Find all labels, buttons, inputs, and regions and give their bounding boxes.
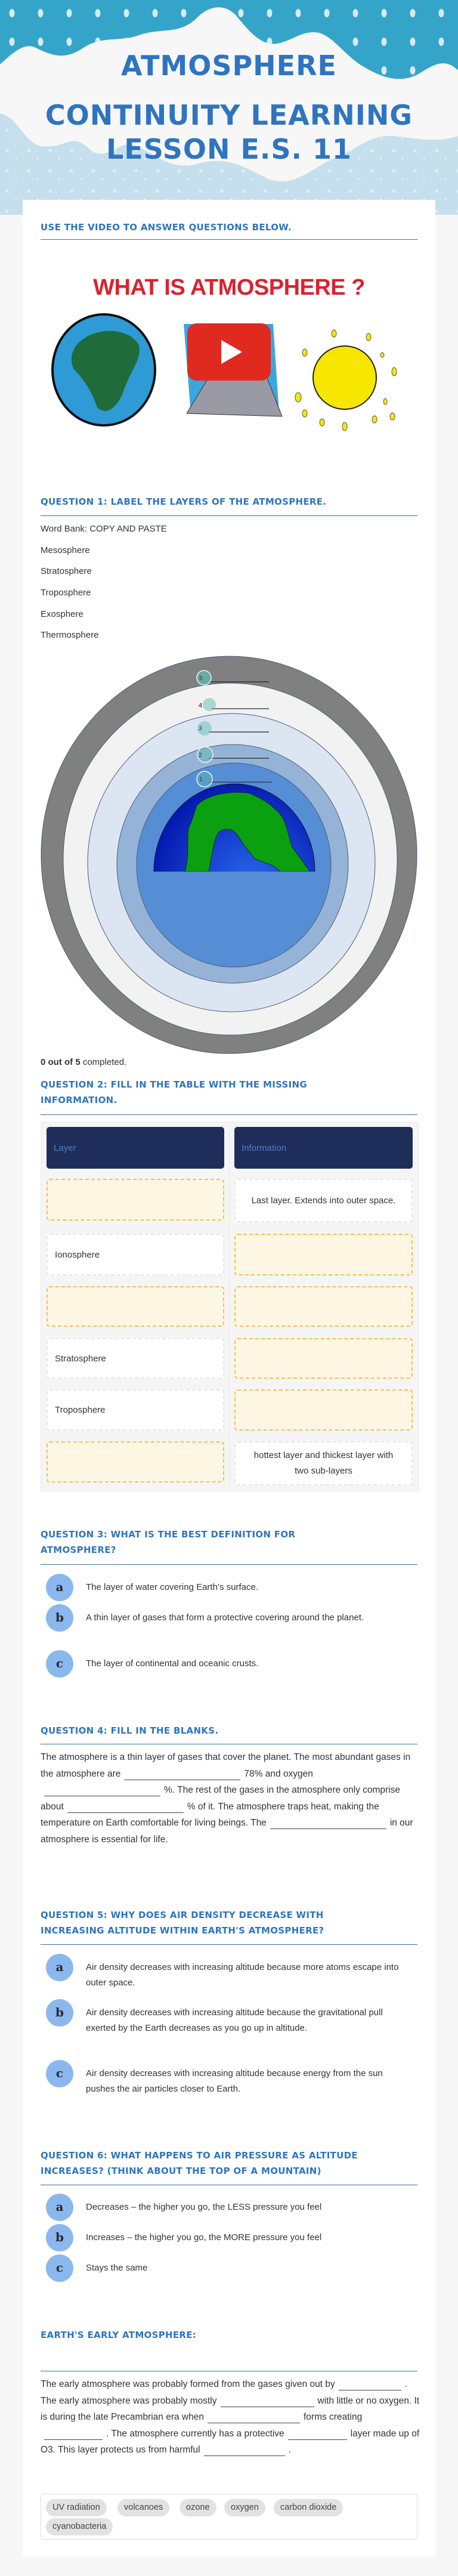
option-text: Air density decreases with increasing altitude because more atoms escape into outer space.	[86, 1962, 399, 1988]
drop-zone[interactable]	[234, 1338, 413, 1379]
answer-option-b[interactable]	[46, 1604, 416, 1632]
drop-zone[interactable]	[47, 1286, 224, 1327]
blank-drop[interactable]	[208, 2411, 300, 2423]
blank-drop[interactable]	[221, 2395, 314, 2407]
answer-option-b[interactable]	[46, 1999, 416, 2033]
option-text: Stays the same	[86, 2263, 148, 2273]
word-bank	[41, 2494, 417, 2540]
word-chip[interactable]: UV radiation	[46, 2499, 107, 2516]
answer-option-c[interactable]	[46, 2060, 416, 2094]
question-3-heading: QUESTION 3: WHAT IS THE BEST DEFINITION FOR ATMOSPHERE?	[41, 1529, 296, 1555]
video-embed[interactable]	[41, 264, 417, 437]
question-6-heading: QUESTION 6: WHAT HAPPENS TO AIR PRESSURE AS ALTITUDE INCREASES? (THINK ABOUT THE TOP OF A MOUNTAIN)	[41, 2150, 358, 2176]
video-thumbnail-art	[41, 312, 417, 431]
video-heading: USE THE VIDEO TO ANSWER QUESTIONS BELOW.	[41, 222, 292, 233]
svg-text:2: 2	[199, 752, 202, 759]
completion-status	[41, 1057, 126, 1067]
page-title-line: ATMOSPHERE	[121, 50, 337, 82]
option-text: Air density decreases with increasing altitude because energy from the sun pushes the air particles closer to Earth.	[86, 2068, 383, 2094]
option-letter: a	[46, 1954, 73, 1981]
blank-input[interactable]	[124, 1768, 240, 1780]
answer-option-b[interactable]	[46, 2224, 416, 2251]
fill-in-paragraph: The atmosphere is a thin layer of gases that cover the planet. The most abundant gases in the atmosphere are 78% and oxygen%. The rest of the gases in the atmosphere only comprise about % of it. The atmosphere traps heat, making the temperature on Earth comfortable for living beings. The in our atmosphere is essential for life.	[41, 1752, 413, 1845]
video-thumbnail-title: WHAT IS ATMOSPHERE ?	[93, 275, 365, 300]
question-2-heading: QUESTION 2: FILL IN THE TABLE WITH THE MISSING INFORMATION.	[41, 1079, 307, 1105]
option-letter: c	[46, 1650, 73, 1678]
early-atmosphere-heading: EARTH'S EARLY ATMOSPHERE:	[41, 2330, 197, 2340]
option-text: Decreases – the higher you go, the LESS pressure you feel	[86, 2202, 322, 2212]
fill-in-paragraph: The early atmosphere was probably formed from the gases given out by . The early atmosphere was probably mostly with little or no oxygen. It is during the late Precambrian era when forms creating. The atmosphere currently has a protective layer made up of O3. This layer protects us from harmful .	[41, 2379, 420, 2455]
svg-text:3: 3	[199, 725, 202, 732]
word-chip[interactable]: ozone	[180, 2499, 216, 2516]
drop-zone[interactable]	[234, 1286, 413, 1327]
option-letter: b	[46, 2224, 73, 2251]
information-card[interactable]: hottest layer and thickest layer with two sub-layers	[234, 1441, 413, 1485]
drop-zone[interactable]	[47, 1179, 224, 1221]
divider	[41, 1114, 417, 1115]
word-chip[interactable]: carbon dioxide	[274, 2499, 343, 2516]
option-text: A thin layer of gases that form a protective covering around the planet.	[86, 1613, 364, 1623]
word-bank-label: Word Bank: COPY AND PASTE	[41, 524, 167, 534]
divider	[41, 1944, 417, 1945]
blank-drop[interactable]	[339, 2378, 401, 2390]
question-4-heading: QUESTION 4: FILL IN THE BLANKS.	[41, 1725, 219, 1736]
svg-text:1: 1	[199, 776, 203, 783]
layers-table	[41, 1122, 419, 1491]
answer-option-a[interactable]	[46, 2194, 416, 2221]
option-letter: a	[46, 2194, 73, 2221]
atmosphere-layers-diagram	[0, 650, 458, 1062]
option-text: Air density decreases with increasing altitude because the gravitational pull exerted by the Earth decreases as you go up in altitude.	[86, 2007, 383, 2033]
word-bank-item: Troposphere	[41, 588, 91, 598]
word-chip[interactable]: oxygen	[224, 2499, 265, 2516]
word-chip[interactable]: volcanoes	[117, 2499, 169, 2516]
page-title-line: LESSON E.S. 11	[106, 133, 352, 165]
option-letter: c	[46, 2254, 73, 2282]
page-title-line: CONTINUITY LEARNING	[45, 99, 413, 131]
svg-text:5: 5	[199, 675, 203, 682]
layer-card[interactable]: Troposphere	[47, 1389, 224, 1431]
blank-drop[interactable]	[288, 2427, 347, 2440]
drop-zone[interactable]	[234, 1234, 413, 1275]
answer-option-a[interactable]	[46, 1574, 416, 1601]
information-card[interactable]: Last layer. Extends into outer space.	[234, 1179, 413, 1222]
sun-illustration	[313, 346, 376, 409]
layer-card[interactable]: Stratosphere	[47, 1338, 224, 1379]
svg-text:4: 4	[199, 702, 203, 709]
completion-suffix: completed.	[80, 1057, 127, 1067]
answer-option-c[interactable]	[46, 2254, 416, 2282]
question-5-heading: QUESTION 5: WHY DOES AIR DENSITY DECREASE WITH INCREASING ALTITUDE WITHIN EARTH'S ATMOSPHERE?	[41, 1910, 324, 1936]
blank-drop[interactable]	[204, 2444, 285, 2456]
word-bank-item: Thermosphere	[41, 630, 99, 640]
divider	[41, 515, 417, 516]
completion-count: 0 out of 5	[41, 1057, 81, 1067]
option-text: The layer of water covering Earth’s surface.	[86, 1582, 259, 1592]
word-bank-item: Stratosphere	[41, 566, 92, 576]
blank-input[interactable]	[270, 1817, 386, 1829]
option-text: Increases – the higher you go, the MORE pressure you feel	[86, 2232, 322, 2243]
option-text: The layer of continental and oceanic crusts.	[86, 1658, 259, 1669]
column-header-layer: Layer	[47, 1127, 224, 1169]
answer-option-c[interactable]	[46, 1650, 416, 1678]
column-header-information: Information	[234, 1127, 413, 1169]
word-chip[interactable]: cyanobacteria	[46, 2518, 113, 2535]
word-bank-item: Mesosphere	[41, 545, 90, 555]
option-letter: b	[46, 1999, 73, 2027]
question-1-heading: QUESTION 1: LABEL THE LAYERS OF THE ATMOSPHERE.	[41, 496, 327, 507]
option-letter: b	[46, 1604, 73, 1632]
divider	[41, 1564, 417, 1565]
answer-option-a[interactable]	[46, 1954, 416, 1988]
option-letter: c	[46, 2060, 73, 2087]
drop-zone[interactable]	[234, 1389, 413, 1431]
word-bank-item: Exosphere	[41, 609, 83, 619]
drop-zone[interactable]	[47, 1441, 224, 1482]
blank-drop[interactable]	[44, 2427, 103, 2440]
option-letter: a	[46, 1574, 73, 1601]
blank-input[interactable]	[44, 1784, 160, 1796]
blank-input[interactable]	[67, 1800, 184, 1813]
divider	[41, 239, 417, 240]
layer-card[interactable]: Ionosphere	[47, 1234, 224, 1275]
